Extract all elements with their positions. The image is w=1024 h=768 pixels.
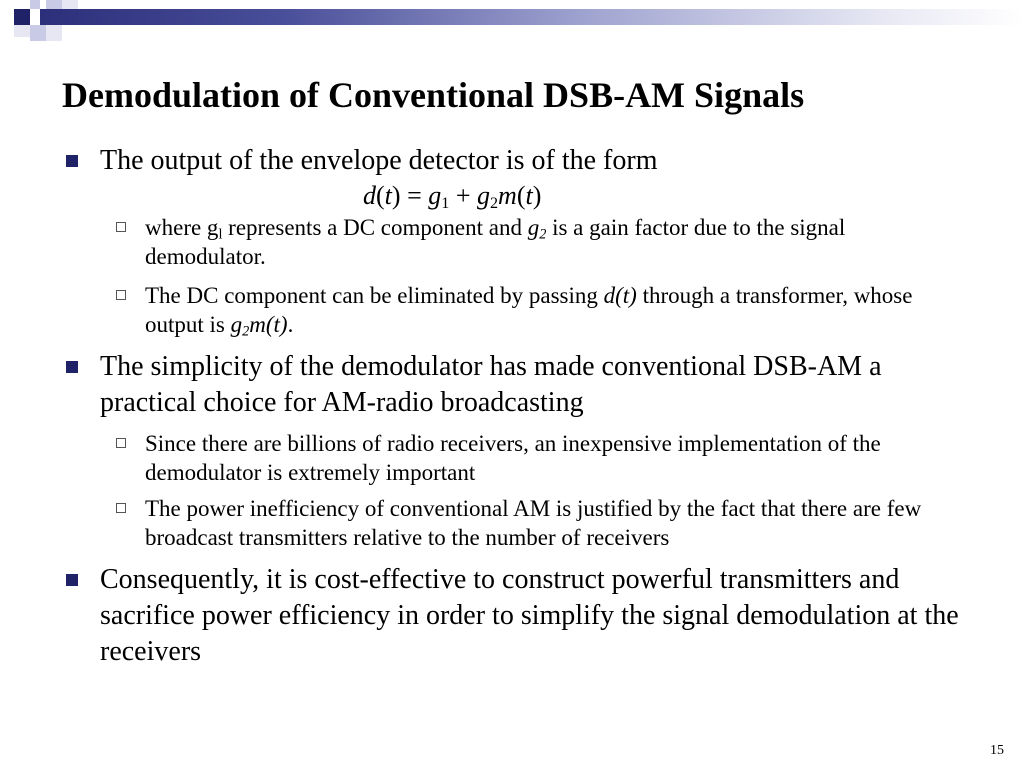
hollow-square-bullet-icon bbox=[116, 222, 126, 232]
page-number: 15 bbox=[990, 743, 1004, 758]
bullet-envelope-output bbox=[62, 143, 962, 179]
eq-g1-sub: 1 bbox=[441, 195, 450, 213]
text-segment: . bbox=[287, 312, 294, 337]
eq-paren: ) bbox=[532, 181, 542, 210]
text-italic-var: g bbox=[527, 215, 540, 240]
header-square-light bbox=[30, 25, 46, 41]
text-subscript: 2 bbox=[539, 226, 547, 243]
eq-paren: ) bbox=[391, 181, 401, 210]
eq-g1: g bbox=[428, 181, 442, 210]
equation-envelope bbox=[363, 179, 962, 213]
subbullet-g1-g2 bbox=[62, 213, 962, 271]
text-subscript: 2 bbox=[242, 323, 250, 340]
bullet-consequently bbox=[62, 562, 962, 670]
eq-m: m bbox=[498, 181, 517, 210]
eq-equals: = bbox=[400, 181, 429, 210]
eq-d: d bbox=[363, 181, 376, 210]
eq-plus: + bbox=[449, 181, 477, 210]
eq-g2-sub: 2 bbox=[489, 195, 499, 213]
subbullet-text: Since there are billions of radio receivers, an inexpensive implementation of the demodulator is extremely important bbox=[145, 431, 881, 485]
eq-g2: g bbox=[476, 181, 490, 210]
subbullet-billions-receivers bbox=[62, 429, 962, 487]
subbullet-text: The power inefficiency of conventional AM is justified by the fact that there are few broadcast transmitters relative to the number of receivers bbox=[145, 496, 922, 550]
hollow-square-bullet-icon bbox=[116, 290, 126, 300]
bullet-simplicity bbox=[62, 349, 962, 421]
square-bullet-icon bbox=[66, 574, 78, 586]
text-italic-var: m(t) bbox=[249, 312, 288, 337]
eq-paren: ( bbox=[376, 181, 385, 210]
text-segment: represents a DC component and bbox=[222, 215, 528, 240]
header-square-pale bbox=[62, 0, 78, 9]
subbullet-power-inefficiency bbox=[62, 494, 962, 552]
eq-t: t bbox=[525, 181, 533, 210]
text-subscript: l bbox=[218, 226, 223, 243]
header-square-pale bbox=[14, 25, 30, 37]
text-italic-var: d(t) bbox=[603, 283, 637, 308]
text-italic-var: g bbox=[230, 312, 243, 337]
text-segment: where g bbox=[145, 215, 219, 240]
slide-title: Demodulation of Conventional DSB-AM Signals bbox=[62, 75, 805, 115]
square-bullet-icon bbox=[66, 155, 78, 167]
square-bullet-icon bbox=[66, 361, 78, 373]
text-segment: The DC component can be eliminated by passing bbox=[145, 283, 604, 308]
eq-t: t bbox=[384, 181, 392, 210]
text-segment: through a transformer, whose output is bbox=[145, 283, 913, 337]
header-square-dark bbox=[14, 9, 30, 25]
header-square-pale bbox=[46, 25, 62, 41]
bullet-text: Consequently, it is cost-effective to construct powerful transmitters and sacrifice power efficiency in order to simplify the signal demodulation at the receivers bbox=[100, 564, 959, 667]
header-square-light bbox=[46, 0, 62, 9]
bullet-text: The simplicity of the demodulator has made conventional DSB-AM a practical choice for AM-radio broadcasting bbox=[100, 351, 882, 418]
header-square-light bbox=[30, 0, 40, 9]
header-gradient-bar bbox=[40, 9, 1024, 25]
bullet-text: The output of the envelope detector is of the form bbox=[100, 145, 658, 176]
slide-body bbox=[62, 143, 962, 670]
subbullet-dc-component bbox=[62, 281, 962, 339]
text-segment: is a gain factor due to the signal demodulator. bbox=[145, 215, 846, 269]
eq-paren: ( bbox=[516, 181, 526, 210]
hollow-square-bullet-icon bbox=[116, 503, 126, 513]
hollow-square-bullet-icon bbox=[116, 438, 126, 448]
